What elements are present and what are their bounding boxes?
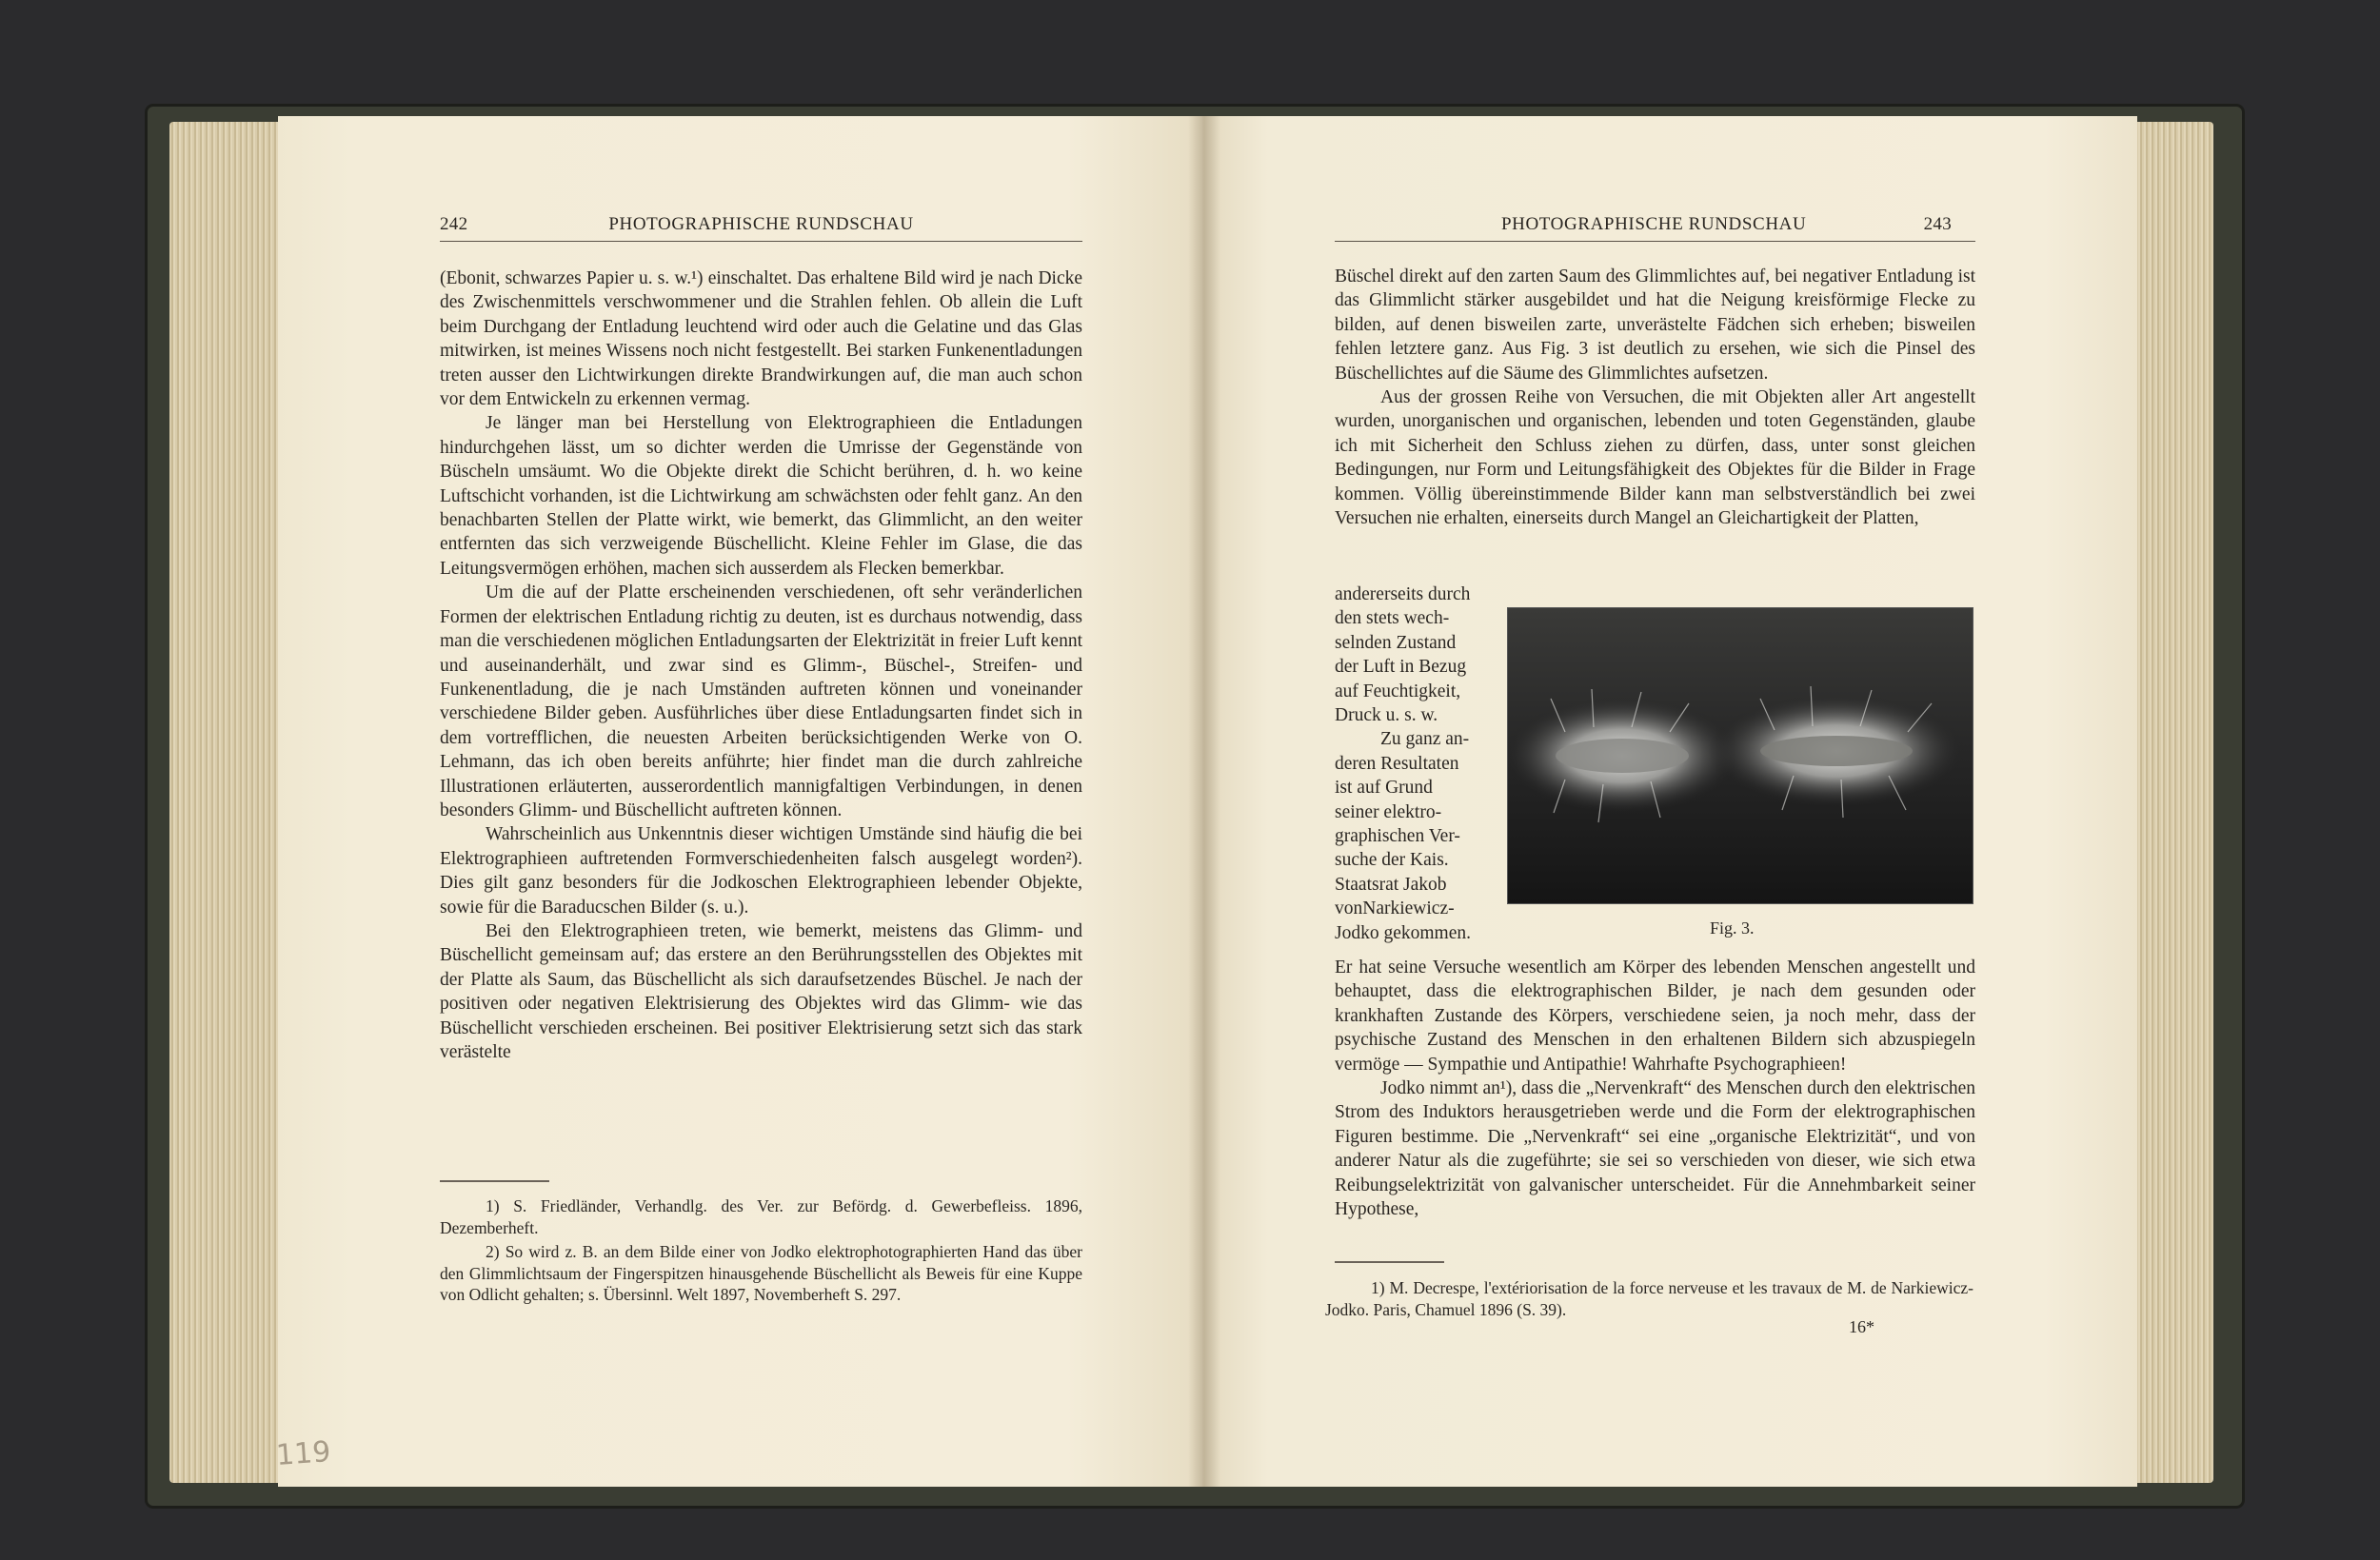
wrap-line: selnden Zustand bbox=[1335, 632, 1457, 653]
right-page-number: 243 bbox=[1923, 214, 1952, 234]
paragraph: Um die auf der Platte erscheinenden verschiedenen, oft sehr veränderlichen Formen der elektrischen Entladung richtig zu deuten, ist es durchaus notwendig, dass man die verschiedenen möglichen Entladungsarten der Elektrizität in freier Luft kennt und auseinanderhält, und zwar sind es Glimm-, Büschel-, Streifen- und Funkenentladung, die je nach Umständen auftreten können und voneinander verschiedene Bilder geben. Ausführliches über diese Entladungsarten findet sich in dem vortrefflichen, die neuesten Arbeiten berücksichtigenden Werke von O. Lehmann, das ich oben bereits anführte; hier findet man die durch zahlreiche Illustrationen erläuterten, ausserordentlich mannigfaltigen Verbindungen, in denen besonders Glimm- und Büschellicht auftreten können. bbox=[440, 583, 1082, 820]
paragraph: Jodko nimmt an¹), dass die „Nervenkraft“ des Menschen durch den elektrischen Strom des Induktors herausgetrieben werde und die Form der elektrographischen Figuren bestimme. Die „Nervenkraft“ sei eine „organische Elektrizität“, und von anderer Natur als die zugeführte; sie sei so verschieden von dieser, wie sich etwa Reibungselektrizität von galvanischer unterscheidet. Für die Annehmbarkeit seiner Hypothese, bbox=[1335, 1078, 1975, 1220]
paragraph: Aus der grossen Reihe von Versuchen, die mit Objekten aller Art angestellt wurden, unorganischen und organischen, lebenden und toten Gegenständen, glaube ich mit Sicherheit den Schluss ziehen zu dürfen, dass, unter sonst gleichen Bedingungen, nur Form und Leitungsfähigkeit des Objektes für die Bilder in Frage kommen. Völlig übereinstimmende Bilder kann man selbstverständlich bei zwei Versuchen nie erhalten, einerseits durch Mangel an Gleichartigkeit der Platten, bbox=[1335, 387, 1975, 529]
paragraph: Büschel direkt auf den zarten Saum des Glimmlichtes auf, bei negativer Entladung ist das Glimmlicht stärker ausgebildet und hat die Neigung kreisförmige Flecke zu bilden, auf denen bisweilen zarte, unverästelte Fädchen sich erheben; bisweilen fehlen letztere ganz. Aus Fig. 3 ist deutlich zu ersehen, wie sich die Pinsel des Büschellichtes auf die Säume des Glimmlichtes aufsetzen. bbox=[1335, 267, 1975, 384]
footnote: 1) S. Friedländer, Verhandlg. des Ver. zur Befördg. d. Gewerbefleiss. 1896, Dezemberheft. bbox=[440, 1196, 1082, 1237]
right-footnotes bbox=[1325, 1277, 1973, 1323]
wrap-line: den stets wech- bbox=[1335, 608, 1450, 629]
left-footnotes bbox=[440, 1195, 1082, 1309]
paragraph: (Ebonit, schwarzes Papier u. s. w.¹) einschaltet. Das erhaltene Bild wird je nach Dicke des Zwischenmittels verschwommener und die Strahlen fehlen. Ob allein die Luft beim Durchgang der Entladung leuchtend wird oder auch die Gelatine und das Glas mitwirken, ist meines Wissens noch nicht festgestellt. Bei starken Funkenentladungen treten ausser den Lichtwirkungen direkte Brandwirkungen auf, die man auch schon vor dem Entwickeln zu erkennen vermag. bbox=[440, 268, 1082, 410]
wrap-line: andererseits durch bbox=[1335, 584, 1471, 604]
left-page-number: 242 bbox=[440, 214, 468, 234]
left-body-text bbox=[440, 267, 1082, 1064]
right-running-title: PHOTOGRAPHISCHE RUNDSCHAU bbox=[1501, 214, 1807, 234]
wrap-line: auf Feuchtigkeit, bbox=[1335, 681, 1461, 701]
wrap-line: Staatsrat Jakob bbox=[1335, 874, 1447, 895]
figure-3-photograph bbox=[1507, 607, 1973, 904]
pencil-annotation: 119 bbox=[274, 1435, 332, 1472]
left-running-head bbox=[440, 214, 1082, 242]
wrap-line: graphischen Ver- bbox=[1335, 826, 1460, 847]
right-body-text-top bbox=[1335, 265, 1975, 530]
wrap-line: vonNarkiewicz- bbox=[1335, 898, 1455, 919]
paragraph: Bei den Elektrographieen treten, wie bemerkt, meistens das Glimm- und Büschellicht gemeinsam auf; das erstere an den Berührungsstellen des Objektes mit der Platte als Saum, das Büschellicht als sich daraufsetzendes Büschel. Je nach der positiven oder negativen Elektrisierung des Objektes wird das Glimm- wie das Büschellicht verschieden erscheinen. Bei positiver Elektrisierung setzt sich das stark verästelte bbox=[440, 920, 1082, 1062]
paragraph: Je länger man bei Herstellung von Elektrographieen die Entladungen hindurchgehen lässt, um so dichter werden die Umrisse der Gegenstände von Büscheln umsäumt. Wo die Objekte direkt die Schicht berühren, d. h. wo keine Luftschicht vorhanden, ist die Lichtwirkung am schwächsten oder fehlt ganz. An den benachbarten Stellen der Platte wirkt, wie bemerkt, das Glimmlicht, an den weiter entfernten das sich verzweigende Büschellicht. Kleine Fehler im Glase, die das Leitungsvermögen erhöhen, machen sich ausserdem als Flecken bemerkbar. bbox=[440, 413, 1082, 579]
signature-mark: 16* bbox=[1849, 1317, 1874, 1336]
paragraph: Er hat seine Versuche wesentlich am Körper des lebenden Menschen angestellt und behauptet, dass die elektrographischen Bilder, je nach dem gesunden oder krankhaften Zustande des Körpers, verschiedene seien, ja noch mehr, dass der psychische Zustand des Menschen in den erhaltenen Bildern sich abzuspiegeln vermöge — Sympathie und Antipathie! Wahrhafte Psychographieen! bbox=[1335, 958, 1975, 1075]
wrap-line: ist auf Grund bbox=[1335, 778, 1433, 799]
wrap-line: Druck u. s. w. bbox=[1335, 705, 1438, 726]
left-running-title: PHOTOGRAPHISCHE RUNDSCHAU bbox=[608, 214, 914, 234]
footnote: 1) M. Decrespe, l'extériorisation de la force nerveuse et les travaux de M. de Narkiewicz-Jodko. Paris, Chamuel 1896 (S. 39). bbox=[1325, 1278, 1973, 1319]
paragraph: Wahrscheinlich aus Unkenntnis dieser wichtigen Umstände sind häufig die bei Elektrographieen auftretenden Formverschiedenheiten falsch ausgelegt worden²). Dies gilt ganz besonders für die Jodkoschen Elektrographieen lebender Objekte, sowie für die Baraducschen Bilder (s. u.). bbox=[440, 824, 1082, 918]
wrap-line: der Luft in Bezug bbox=[1335, 657, 1467, 678]
right-body-text-bottom bbox=[1335, 956, 1975, 1221]
right-running-head bbox=[1335, 214, 1975, 242]
wrap-line: suche der Kais. bbox=[1335, 850, 1449, 871]
wrap-line: Jodko gekommen. bbox=[1335, 922, 1471, 943]
wrap-line: deren Resultaten bbox=[1335, 753, 1459, 774]
page-edges-right bbox=[2132, 122, 2213, 1483]
footnote-rule bbox=[440, 1180, 549, 1182]
wrap-line: Zu ganz an- bbox=[1380, 729, 1470, 750]
electrograph-image bbox=[1508, 608, 1973, 903]
page-edges-left bbox=[169, 122, 279, 1483]
wrap-line: seiner elektro- bbox=[1335, 801, 1442, 822]
figure-caption: Fig. 3. bbox=[1710, 918, 1755, 938]
footnote-rule bbox=[1335, 1261, 1444, 1263]
figure-wrap-text bbox=[1335, 583, 1485, 945]
footnote: 2) So wird z. B. an dem Bilde einer von Jodko elektrophotographierten Hand das über den Glimmlichtsaum der Fingerspitzen hinausgehende Büschellicht als Beweis für eine Kuppe von Odlicht gehalten; s. Übersinnl. Welt 1897, Novemberheft S. 297. bbox=[440, 1242, 1082, 1304]
book-gutter bbox=[1188, 116, 1220, 1487]
